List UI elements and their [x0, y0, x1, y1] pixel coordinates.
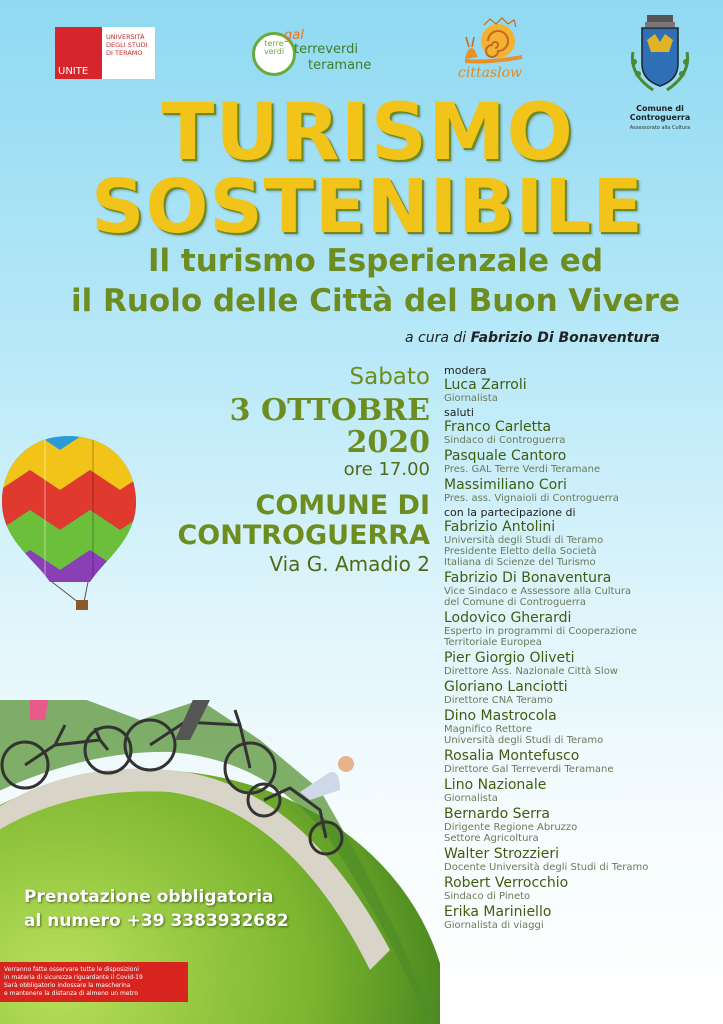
speaker-name: Pier Giorgio Oliveti	[444, 650, 575, 666]
event-year: 2020	[346, 425, 430, 460]
speaker-entry	[444, 846, 719, 873]
speaker-name: Dino Mastrocola	[444, 708, 557, 724]
booking-info	[24, 885, 289, 933]
speaker-name: Massimiliano Cori	[444, 477, 567, 493]
main-title-line1: TURISMO	[161, 88, 574, 178]
section-label: saluti	[444, 406, 474, 419]
unite-text: UNIVERSITÀ DEGLI STUDI DI TERAMO	[106, 33, 148, 57]
speaker-entry	[444, 875, 719, 902]
speaker-entry	[444, 806, 719, 844]
gal-logo	[252, 28, 402, 78]
speaker-role: Esperto in programmi di Cooperazione Territoriale Europea	[444, 626, 637, 648]
speaker-entry	[444, 904, 719, 931]
gal-line3: teramane	[308, 58, 372, 73]
speaker-name: Gloriano Lanciotti	[444, 679, 568, 695]
speaker-role: Magnifico Rettore Università degli Studi di Teramo	[444, 724, 604, 746]
speaker-role: Pres. ass. Vignaioli di Controguerra	[444, 493, 619, 504]
speaker-entry	[444, 748, 719, 775]
speaker-entry	[444, 570, 719, 608]
speaker-role: Direttore Gal Terreverdi Teramane	[444, 764, 614, 775]
speaker-name: Bernardo Serra	[444, 806, 550, 822]
speaker-role: Sindaco di Controguerra	[444, 435, 566, 446]
speaker-name: Lodovico Gherardi	[444, 610, 572, 626]
section-label: modera	[444, 364, 487, 377]
speaker-role: Dirigente Regione Abruzzo Settore Agricoltura	[444, 822, 578, 844]
speaker-name: Fabrizio Antolini	[444, 519, 556, 535]
event-date: 3 OTTOBRE	[229, 393, 430, 428]
venue-address: Via G. Amadio 2	[269, 552, 430, 576]
speaker-entry	[444, 610, 719, 648]
speaker-role: Sindaco di Pineto	[444, 891, 531, 902]
speakers-list	[444, 364, 719, 933]
venue-line2: CONTROGUERRA	[177, 520, 430, 551]
snail-icon	[460, 15, 530, 65]
speaker-entry	[444, 777, 719, 804]
speaker-name: Lino Nazionale	[444, 777, 547, 793]
speaker-name: Pasquale Cantoro	[444, 448, 567, 464]
booking-phone: al numero +39 3383932682	[24, 911, 289, 931]
covid-notice: Verranno fatte osservare tutte le disposizioni in materia di sicurezza riguardante il Covid-19 Sarà obbligatorio indossare la mascherina e mantenere la distanza di almeno un metro	[0, 962, 188, 1002]
speaker-name: Rosalia Montefusco	[444, 748, 580, 764]
speaker-name: Franco Carletta	[444, 419, 552, 435]
speaker-role: Direttore Ass. Nazionale Città Slow	[444, 666, 618, 677]
booking-line1: Prenotazione obbligatoria	[24, 887, 274, 907]
speaker-entry	[444, 519, 719, 568]
curator-credit	[405, 330, 660, 346]
cittaslow-logo	[450, 15, 530, 85]
speaker-entry	[444, 419, 719, 446]
speaker-role: Direttore CNA Teramo	[444, 695, 553, 706]
comune-subtitle: Assessorato alla Cultura	[629, 125, 691, 131]
speaker-entry	[444, 377, 719, 404]
gal-leaf-text: terre verdi	[263, 39, 285, 56]
speaker-entry	[444, 679, 719, 706]
speaker-name: Walter Strozzieri	[444, 846, 559, 862]
main-title-line2: SOSTENIBILE	[91, 164, 644, 250]
speaker-entry	[444, 650, 719, 677]
speaker-role: Pres. GAL Terre Verdi Teramane	[444, 464, 601, 475]
event-time: ore 17.00	[343, 459, 430, 480]
speaker-name: Luca Zarroli	[444, 377, 527, 393]
speaker-entry	[444, 708, 719, 746]
curator-prefix: a cura di	[405, 330, 467, 346]
speaker-role: Docente Università degli Studi di Teramo	[444, 862, 649, 873]
speaker-entry	[444, 448, 719, 475]
venue-line1: COMUNE DI	[255, 490, 430, 521]
cittaslow-name: cittaslow	[458, 65, 522, 81]
speaker-role: Università degli Studi di Teramo Presidente Eletto della Società Italiana di Scienze del Turismo	[444, 535, 604, 568]
speaker-name: Erika Mariniello	[444, 904, 552, 920]
speaker-role: Giornalista	[444, 393, 498, 404]
crest-icon	[625, 12, 695, 104]
speaker-entry	[444, 477, 719, 504]
gal-line2: terreverdi	[294, 42, 358, 57]
event-day: Sabato	[349, 364, 430, 390]
speaker-role: Vice Sindaco e Assessore alla Cultura del Comune di Controguerra	[444, 586, 632, 608]
unite-logo	[55, 27, 155, 79]
gal-line1: gal	[284, 28, 304, 43]
curator-name: Fabrizio Di Bonaventura	[470, 330, 660, 346]
unite-badge: UNITE	[58, 66, 89, 77]
hot-air-balloon-illustration	[0, 430, 140, 620]
speaker-role: Giornalista	[444, 793, 498, 804]
speaker-name: Robert Verrocchio	[444, 875, 569, 891]
speaker-name: Fabrizio Di Bonaventura	[444, 570, 612, 586]
comune-name: Comune di Controguerra	[629, 104, 691, 122]
subtitle-line2: il Ruolo delle Città del Buon Vivere	[70, 283, 681, 319]
section-label: con la partecipazione di	[444, 506, 576, 519]
subtitle-line1: Il turismo Esperienzale ed	[147, 243, 604, 279]
speaker-role: Giornalista di viaggi	[444, 920, 544, 931]
